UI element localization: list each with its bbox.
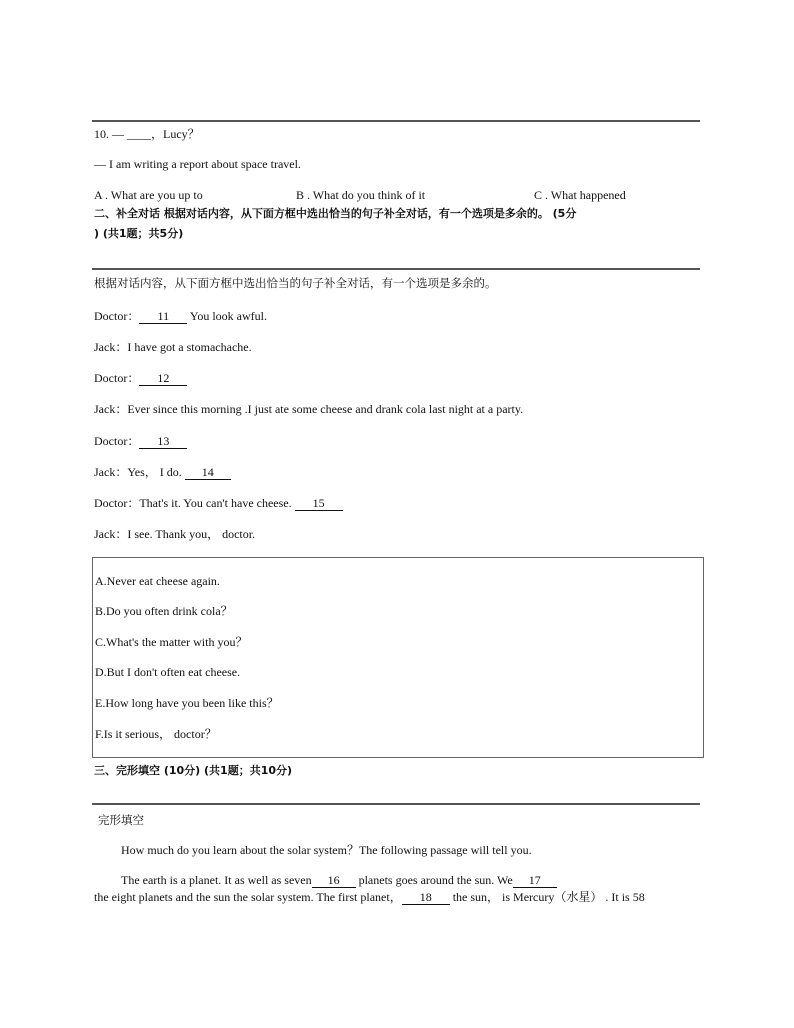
passage-para-2-line-1 (121, 873, 557, 888)
choice-e[interactable]: E.How long have you been like this？ (95, 696, 279, 710)
section2-divider (92, 268, 700, 270)
blank-11[interactable]: 11 (139, 310, 187, 324)
choice-b[interactable]: B.Do you often drink cola？ (95, 604, 233, 618)
blank-12[interactable]: 12 (139, 372, 187, 386)
dialogue-line-5 (94, 434, 187, 449)
section3-divider (92, 803, 700, 805)
section2-instruction: 根据对话内容，从下面方框中选出恰当的句子补全对话，有一个选项是多余的。 (94, 276, 497, 290)
passage-para-2-line-2 (94, 890, 645, 905)
choice-d[interactable]: D.But I don't often eat cheese. (95, 665, 241, 679)
question-10 (94, 127, 200, 141)
q10-option-c[interactable]: C . What happened (534, 188, 626, 202)
dialogue-line-6 (94, 465, 231, 480)
top-divider (92, 120, 700, 122)
q10-blank[interactable]: ____ (127, 127, 151, 141)
passage-para-1: How much do you learn about the solar system？The following passage will tell you. (121, 843, 532, 857)
dialogue-line-4 (94, 402, 523, 416)
choice-f[interactable]: F.Is it serious， doctor？ (95, 727, 217, 741)
passage-text: planets goes around the sun. We (355, 873, 513, 887)
dialogue-text: I see. Thank you， doctor. (127, 527, 256, 541)
dialogue-text: Yes， I do. (127, 465, 185, 479)
passage-text: The earth is a planet. It as well as seven (121, 873, 312, 887)
section3-title: 完形填空 (98, 813, 144, 827)
blank-18[interactable]: 18 (402, 891, 450, 905)
q10-option-b[interactable]: B . What do you think of it (296, 188, 426, 202)
section2-heading-line2: ) (共1题；共5分) (94, 227, 184, 240)
dialogue-line-8 (94, 527, 255, 541)
dialogue-text: I have got a stomachache. (127, 340, 252, 354)
dialogue-text: That's it. You can't have cheese. (139, 496, 295, 510)
q10-suffix: ，Lucy？ (151, 127, 200, 141)
speaker: Jack： (94, 527, 128, 541)
speaker: Doctor： (94, 371, 140, 385)
dialogue-line-2 (94, 340, 252, 354)
speaker: Jack： (94, 340, 128, 354)
choice-c[interactable]: C.What's the matter with you？ (95, 635, 248, 649)
blank-17[interactable]: 17 (513, 874, 557, 888)
blank-13[interactable]: 13 (139, 435, 187, 449)
speaker: Doctor： (94, 434, 140, 448)
speaker: Doctor： (94, 496, 140, 510)
dialogue-text: Ever since this morning .I just ate some cheese and drank cola last night at a party. (127, 402, 524, 416)
section2-heading-line1: 二、补全对话 根据对话内容，从下面方框中选出恰当的句子补全对话，有一个选项是多余的。 (5分 (94, 207, 577, 220)
dialogue-line-3 (94, 371, 187, 386)
passage-text: the sun， is Mercury（水星） . It is 58 (449, 890, 645, 904)
passage-text: the eight planets and the sun the solar system. The first planet， (94, 890, 402, 904)
q10-answer-line: — I am writing a report about space travel. (94, 157, 301, 171)
blank-15[interactable]: 15 (295, 497, 343, 511)
dialogue-text: You look awful. (187, 309, 268, 323)
section3-heading: 三、完形填空 (10分) (共1题；共10分) (94, 764, 293, 777)
q10-option-a[interactable]: A . What are you up to (94, 188, 203, 202)
blank-14[interactable]: 14 (185, 466, 231, 480)
choice-a[interactable]: A.Never eat cheese again. (95, 574, 220, 588)
speaker: Jack： (94, 402, 128, 416)
blank-16[interactable]: 16 (312, 874, 356, 888)
speaker: Doctor： (94, 309, 140, 323)
dialogue-line-1 (94, 309, 267, 324)
dialogue-line-7 (94, 496, 343, 511)
q10-prefix: 10. — (94, 127, 127, 141)
speaker: Jack： (94, 465, 128, 479)
